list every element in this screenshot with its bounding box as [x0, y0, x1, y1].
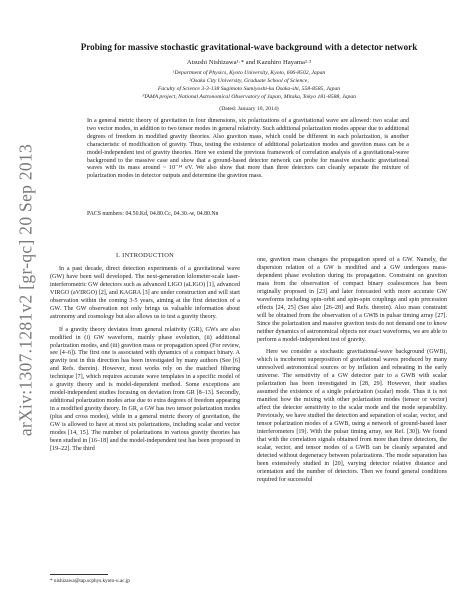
- footnote-email: * nishizawa@tap.scphys.kyoto-u.ac.jp: [50, 578, 130, 584]
- body-paragraph: In a past decade, direct detection experiments of a gravitational wave (GW) have been well developed. The next-generation kilometer-scale laser-interferometric GW detectors such as advanced LIGO (aLIGO) [1], advanced VIRGO (aVIRGO) [2], and KAGRA [3] are under construction and will start observation within the coming 3-5 years, aiming at the first detection of a GW. The GW observation not only brings us valuable information about astronomy and cosmology but also allows us to test a gravity theory.: [50, 265, 240, 320]
- affiliation-3: Faculty of Science 3-3-138 Sugimoto Sumiyoshi-ku Osaka-shi, 558-8585, Japan: [157, 86, 341, 93]
- pacs-numbers: PACS numbers: 04.50.Kd, 04.80.Cc, 04.30.-w, 04.80.Nn: [87, 211, 219, 217]
- paper-title: Probing for massive stochastic gravitational-wave background with a detector network: [80, 42, 418, 52]
- arxiv-identifier: arXiv:1307.1281v2 [gr-qc] 20 Sep 2013: [15, 143, 36, 437]
- right-column: [257, 257, 447, 490]
- body-paragraph: Here we consider a stochastic gravitational-wave background (GWB), which is incoherent superposition of gravitational waves produced by many unresolved astronomical sources or by inflation and reheating in the early universe. The sensitivity of a GW detector pair to a GWB with scalar polarization has been investigated in [28, 29]. However, their studies assumed the existence of a single polarization (scalar) mode. Thus it is not manifest how the mixing with other polarization modes (tensor or vector) affect the detector sensitivity to the scalar mode and the mode separability. Previously, we have studied the detection and separation of scalar, vector, and tensor polarization modes of a GWB, using a network of ground-based laser interferometers [19]. With the pulsar timing array, see Ref. [30]). We found that with the correlation signals obtained from more than three detectors, the scalar, vector, and tensor modes of a GWB can be cleanly separated and detected without degeneracy between polarizations. The mode separation has been extensively studied in [20], varying detector relative distance and orientation and the number of detectors. Then we found general conditions required for successful: [257, 349, 447, 483]
- left-column: [50, 252, 240, 459]
- body-paragraph: If a gravity theory deviates from general relativity (GR), GWs are also modified in (i) GW waveform, mainly phase evolution, (ii) additional polarization modes, and (iii) graviton mass or propagation speed (For review, see [4–6]). The first one is associated with dynamics of a compact binary. A gravity test in this direction has been investigated by many authors (See [6] and Refs. therein). However, most works rely on the matched filtering technique [7], which requires accurate wave templates in a specific model of a gravity theory and is model-dependent method. Some exceptions are model-independent studies focusing on deviation from GR [8–13]. Secondly, additional polarization modes arise due to extra degrees of freedom appearing in a modified gravity theory. In GR, a GW has two tensor polarization modes (plus and cross modes), while in a general metric theory of gravitation, the GW is allowed to have at most six polarizations, including scalar and vector modes [14, 15]. The number of polarizations in various gravity theories has been studied in [16–18] and the model-independent test has been proposed in [19–22]. The third: [50, 326, 240, 452]
- affiliation-2: ²Osaka City University, Graduate School of Science,: [189, 78, 309, 85]
- affiliation-1: ¹Department of Physics, Kyoto University, Kyoto, 606-8502, Japan: [172, 70, 326, 76]
- dated-line: (Dated: January 10, 2014): [219, 106, 279, 112]
- footnote-rule: [50, 574, 108, 575]
- affiliations: [80, 69, 418, 101]
- affiliation-4: ³TAMA project, National Astronomical Observatory of Japan, Mitaka, Tokyo 181-8588, Japan: [141, 94, 357, 101]
- arxiv-side-stamp: [12, 143, 40, 437]
- section-heading: I. INTRODUCTION: [115, 252, 175, 259]
- abstract: In a general metric theory of gravitation in four dimensions, six polarizations of a gravitational wave are allowed: two scalar and two vector modes, in addition to two tensor modes in general relativity. Such additional polarization modes appear due to additional degrees of freedom in modified gravity theories. Also graviton mass, which could be different in each polarization, is another characteristic of modification of gravity. Thus, testing the existence of additional polarization modes and graviton mass can be a model-independent test of gravity theories. Here we extend the previous framework of correlation analysis of a gravitational-wave background to the massive case and show that a ground-based detector network can probe for massive stochastic gravitational waves with its mass around ~ 10⁻¹⁴ eV. We also show that more than three detectors can cleanly separate the mixture of polarization modes in detector outputs and determine the graviton mass.: [87, 118, 409, 180]
- body-paragraph: one, graviton mass changes the propagation speed of a GW. Namely, the dispersion relation of a GW is modified and a GW undergoes mass-dependent phase evolution during its propagation. Constraint on graviton mass from the observation of compact binary coalescences has been originally proposed in [23] and later forecasted with more accurate GW waveforms including spin-orbit and spin-spin couplings and spin precession effects [24, 25] (See also [26–28] and Refs. therein). Also mass constraint will be obtained from the observation of a GWB in pulsar timing array [27]. Since the polarization and massive graviton tests do not demand one to know neither dynamics of astronomical objects nor exact waveforms, we are able to perform a model-independent test of gravity.: [257, 257, 447, 343]
- author-list: Atsushi Nishizawa¹·* and Kazuhiro Hayama²·³: [186, 59, 312, 66]
